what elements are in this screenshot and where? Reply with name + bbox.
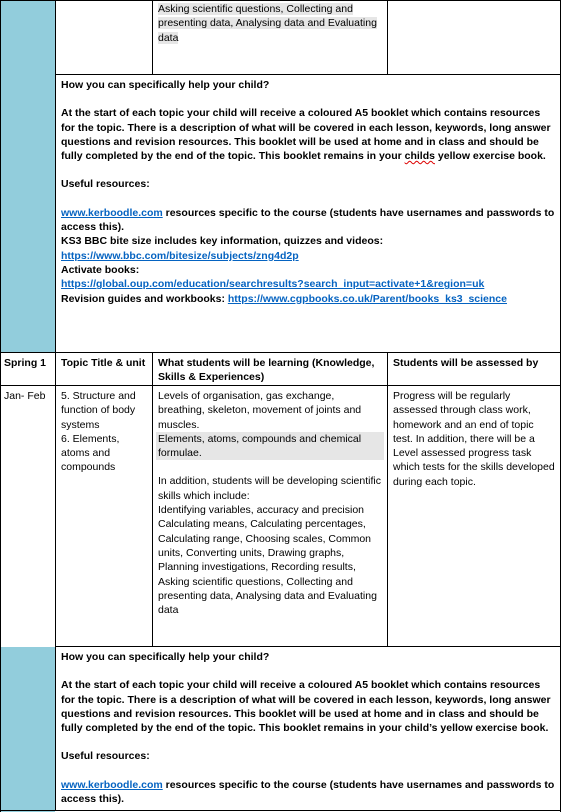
help-heading: How you can specifically help your child? [61,79,270,91]
header-assessed: Students will be assessed by [387,353,560,386]
help-block-2 [55,646,560,811]
help-paragraph-2: At the start of each topic your child will receive a coloured A5 booklet which contains resources for the topic. There is a description of what will be covered in each lesson, keywords, long answer questions and revision resources. This booklet will be used at home and in class and should be fully completed by the end of the topic. This booklet remains in your child’s yellow exercise book. [61,679,551,735]
learning-cell [152,385,387,647]
kerboodle-line-2: www.kerboodle.com resources specific to the course (students have usernames and passwords to access this). [61,778,555,806]
kerboodle-link[interactable]: www.kerboodle.com [61,206,163,219]
revision-link[interactable]: https://www.cgpbooks.co.uk/Parent/books_ks3_science [227,292,507,305]
dates-cell: Jan- Feb [0,385,55,647]
topic-item-6: 6. Elements, atoms and compounds [61,432,120,474]
top-row-learning-cell [152,0,387,75]
assessed-text: Progress will be regularly assessed through class work, homework and an end of topic test. In addition, there will be a Level assessed progress task which tests for the skills developed during each topic. [393,390,555,488]
learning-skills-list: Identifying variables, accuracy and precision Calculating means, Calculating percentages, Calculating range, Choosing scales, Common units, Converting units, Drawing graphs, Planning investigations, Recording results, Asking scientific questions, Collecting and presenting data, Analysing data and Evaluating data [158,504,377,617]
help-block-1 [55,74,560,353]
sidebar-column-top [0,0,55,352]
header-topic: Topic Title & unit [55,353,152,386]
misspelled-word: childs [404,150,435,163]
top-row-assessed-cell [387,0,560,75]
kerboodle-line: www.kerboodle.com resources specific to the course (students have usernames and passwords to access this). [61,206,555,234]
assessed-cell [387,385,560,647]
activate-link[interactable]: https://global.oup.com/education/searchresults?search_input=activate+1&region=uk [61,278,485,291]
top-row-topic-cell [55,0,152,75]
learning-skills-intro: In addition, students will be developing scientific skills which include: [158,475,381,502]
help-heading-2: How you can specifically help your child? [61,651,270,663]
learning-chemistry: Elements, atoms, compounds and chemical formulae. [156,432,384,461]
useful-resources-heading-2: Useful resources: [61,750,150,763]
topic-cell [55,385,152,647]
top-row-learning-text: Asking scientific questions, Collecting and presenting data, Analysing data and Evaluating data [158,3,377,44]
header-term: Spring 1 [4,357,47,369]
topic-item-5: 5. Structure and function of body systems [61,390,136,431]
kerboodle-link-2[interactable]: www.kerboodle.com [61,778,163,791]
header-learning: What students will be learning (Knowledge, Skills & Experiences) [152,353,387,386]
bbc-label: KS3 BBC bite size includes key information, quizzes and videos: [61,235,384,248]
useful-resources-heading: Useful resources: [61,178,150,191]
learning-biology: Levels of organisation, gas exchange, breathing, skeleton, movement of joints and muscles. [158,390,362,431]
bbc-link[interactable]: https://www.bbc.com/bitesize/subjects/zng4d2p [61,249,299,262]
sidebar-column-bottom [0,647,55,812]
activate-label: Activate books: [61,263,140,276]
help-paragraph: At the start of each topic your child will receive a coloured A5 booklet which contains resources for the topic. There is a description of what will be covered in each lesson, keywords, long answer questions and revision resources. This booklet will be used at home and in class and should be fully completed by the end of the topic. This booklet remains in your childs yellow exercise book. [61,107,551,163]
revision-line: Revision guides and workbooks: https://www.cgpbooks.co.uk/Parent/books_ks3_science [61,292,507,305]
table-border-right [560,0,561,812]
